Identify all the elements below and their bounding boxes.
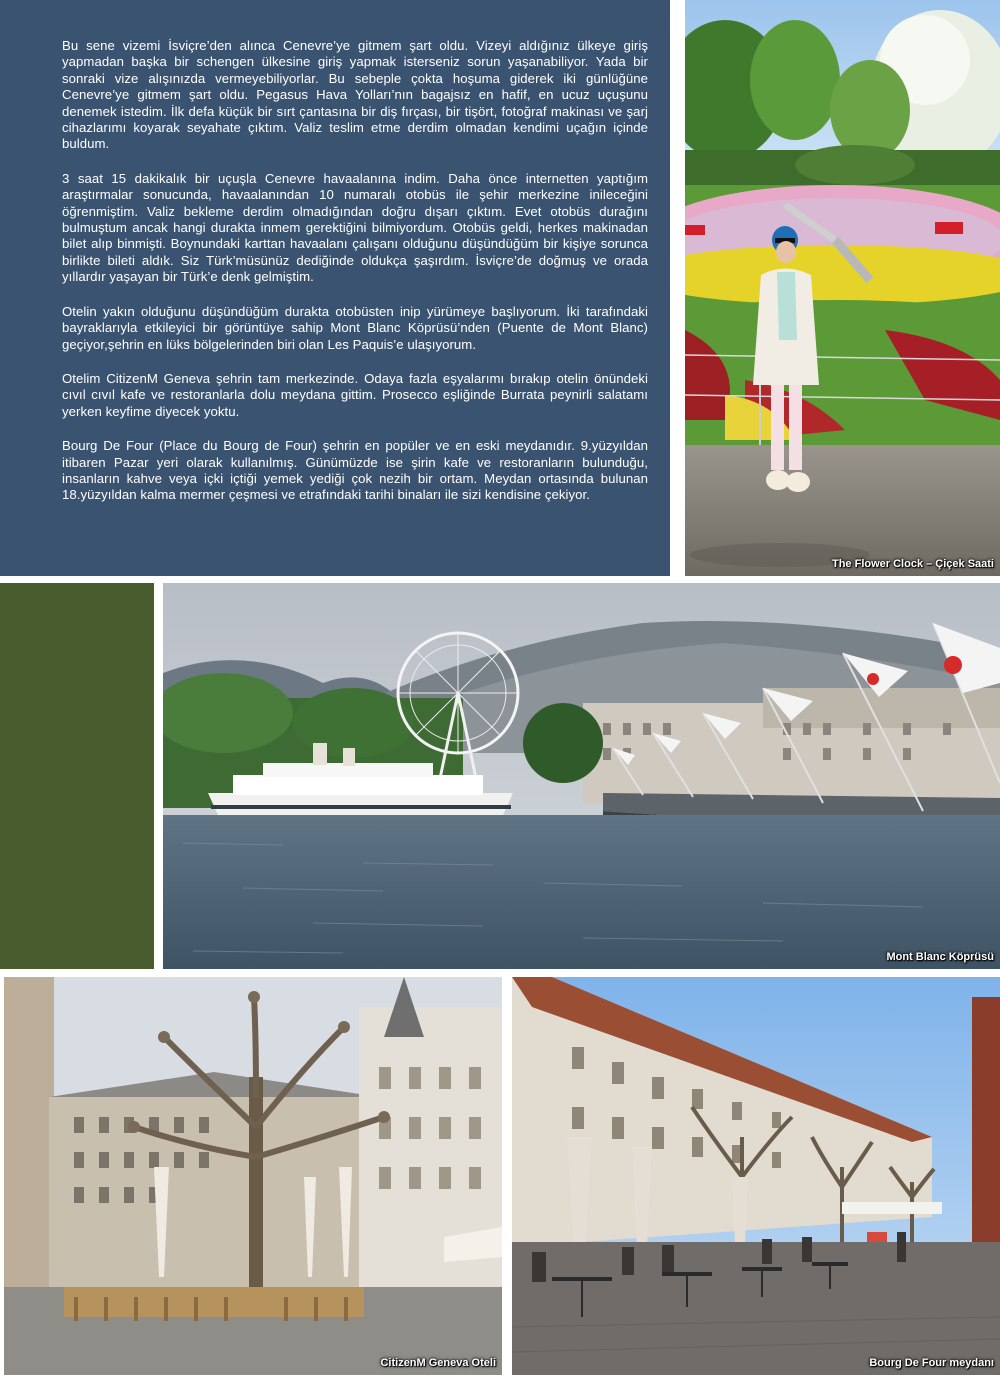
mont-blanc-illustration	[163, 583, 1000, 969]
citizenm-photo	[4, 977, 502, 1375]
flower-clock-photo	[685, 0, 1000, 576]
article-paragraph-3: Otelin yakın olduğunu düşündüğüm durakta otobüsten inip yürümeye başlıyorum. İki tarafındaki bayraklarıyla etkileyici bir görüntüye sahip Mont Blanc Köprüsü’nden (Puente de Mont Blanc) geçiyor,şehrin en lüks bölgelerinden biri olan Les Paquis’e ulaşıyorum.	[62, 303, 648, 352]
citizenm-illustration	[4, 977, 502, 1375]
article-paragraph-4: Otelim CitizenM Geneva şehrin tam merkezinde. Odaya fazla eşyalarımı bırakıp otelin önündeki cıvıl cıvıl kafe ve restoranlarla dolu meydana gittim. Prosecco eşliğinde Burrata peynirli salatamı yerken keyfime diyecek yoktu.	[62, 370, 648, 419]
bourg-de-four-illustration	[512, 977, 1000, 1375]
article-paragraph-1: Bu sene vizemi İsviçre’den alınca Cenevre’ye gitmem şart oldu. Vizeyi aldığınız ülkeye giriş yapmadan başka bir schengen ülkesine giriş yapmak isterseniz sorun yaşanabiliyor. Yada bir sonraki vize alışınızda vermeyebiliyorlar. Bu sebeple çokta hoşuma giderek iki günlüğüne Cenevre’ye gitmem şart oldu. Pegasus Hava Yolları’nın bagajsız en hafif, en ucuz uçuşunu denemek istedim. İlk defa küçük bir sırt çantasına bir diş fırçası, bir tişört, fotoğraf makinası ve şarj cihazlarımı koyarak seyahate çıktım. Valiz teslim etme derdim olmadan kendimi uçağın içinde buldum.	[62, 38, 648, 152]
flower-clock-illustration	[685, 0, 1000, 576]
bourg-de-four-caption: Bourg De Four meydanı	[869, 1357, 994, 1369]
mont-blanc-photo	[163, 583, 1000, 969]
article-text-panel	[0, 0, 670, 576]
decorative-green-block	[0, 583, 154, 969]
article-paragraph-5: Bourg De Four (Place du Bourg de Four) şehrin en popüler ve en eski meydanıdır. 9.yüzyıldan itibaren Pazar yeri olarak kullanılmış. Günümüzde ise şirin kafe ve restoranların bulunduğu, insanların kahve veya içki içtiği yemek yediği çok nezih bir ortam. Meydan ortasında bulunan 18.yüzyıldan kalma mermer çeşmesi ve etrafındaki tarihi binaları ile sizi kendisine çekiyor.	[62, 438, 648, 503]
bourg-de-four-photo	[512, 977, 1000, 1375]
article-paragraph-2: 3 saat 15 dakikalık bir uçuşla Cenevre havaalanına indim. Daha önce internetten yaptığım araştırmalar sonucunda, havaalanından 10 numaralı otobüs ile şehir merkezine inileceğini öğrenmiştim. Valiz bekleme derdim olmadığından doğru dışarı çıktım. Evet otobüs durağını bulmuştum ancak hangi durakta inmem gerektiğini bilmiyordum. Otobüs geldi, herkes makinadan bilet alıp binmişti. Boynundaki karttan havaalanı çalışanı olduğunu düşündüğüm bir kişiye sorunca birlikte bileti aldık. Siz Türk’müsünüz dediğinde oldukça şaşırdım. İsviçre’de doğmuş ve orada yıllardır yaşayan bir Türk’e denk gelmiştim.	[62, 170, 648, 285]
citizenm-caption: CitizenM Geneva Oteli	[380, 1357, 496, 1369]
mont-blanc-caption: Mont Blanc Köprüsü	[886, 951, 994, 963]
flower-clock-caption: The Flower Clock – Çiçek Saati	[831, 558, 994, 570]
